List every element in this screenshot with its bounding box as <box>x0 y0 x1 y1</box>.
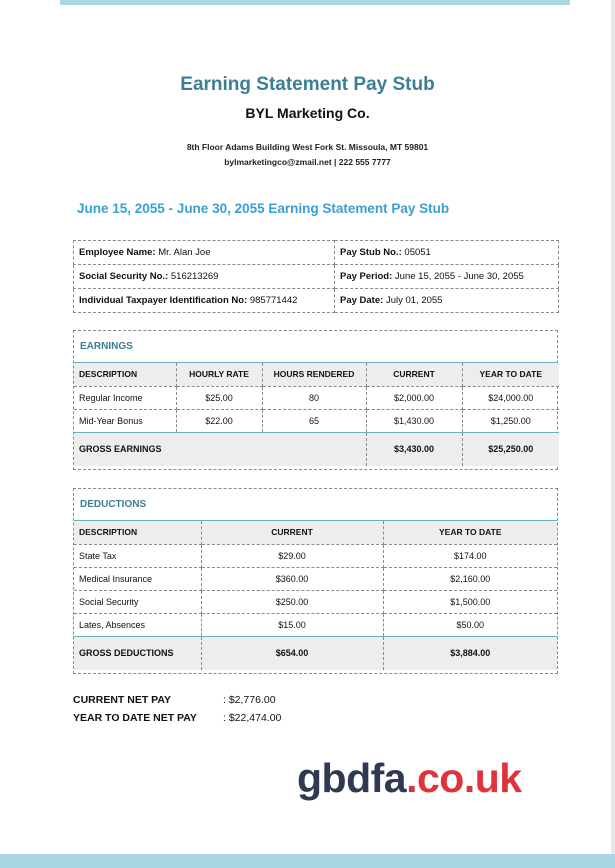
table-cell: $2,160.00 <box>383 567 557 590</box>
pay-period-value: June 15, 2055 - June 30, 2055 <box>394 271 524 282</box>
page-edge <box>611 0 615 868</box>
gross-earnings-ytd: $25,250.00 <box>462 432 559 466</box>
column-header: CURRENT <box>366 363 462 386</box>
earnings-section <box>73 330 558 470</box>
table-cell: $250.00 <box>201 590 383 613</box>
pay-period-cell <box>335 265 559 289</box>
table-cell: $1,430.00 <box>366 409 462 432</box>
table-cell: Lates, Absences <box>74 613 201 636</box>
top-accent-bar <box>60 0 570 5</box>
company-name: BYL Marketing Co. <box>245 105 370 121</box>
table-cell: Social Security <box>74 590 201 613</box>
column-header: DESCRIPTION <box>74 521 201 544</box>
ssn-label: Social Security No.: <box>79 271 169 282</box>
table-cell: $360.00 <box>201 567 383 590</box>
current-net-pay <box>73 694 276 706</box>
table-cell: $50.00 <box>383 613 557 636</box>
table-cell: State Tax <box>74 544 201 567</box>
employee-name-label: Employee Name: <box>79 247 156 258</box>
ytd-net-pay-value: : $22,474.00 <box>223 712 282 724</box>
pay-date-value: July 01, 2055 <box>385 295 443 306</box>
column-header: HOURS RENDERED <box>262 363 366 386</box>
pay-date-cell <box>335 289 559 313</box>
itin-value: 985771442 <box>249 295 298 306</box>
table-cell: $1,500.00 <box>383 590 557 613</box>
table-row <box>74 544 557 567</box>
deductions-section <box>73 488 558 674</box>
info-row <box>74 241 559 265</box>
watermark-part1: gbdfa <box>297 755 407 801</box>
employee-info-table <box>73 240 559 313</box>
ssn-value: 516213269 <box>170 271 219 282</box>
earnings-header-row <box>74 363 559 386</box>
table-row <box>74 613 557 636</box>
period-heading: June 15, 2055 - June 30, 2055 Earning Statement Pay Stub <box>77 201 450 216</box>
current-net-pay-label: CURRENT NET PAY <box>73 694 172 706</box>
pay-stub-no-cell <box>335 241 559 265</box>
table-row <box>74 590 557 613</box>
employee-name-value: Mr. Alan Joe <box>158 247 211 258</box>
current-net-pay-value: : $2,776.00 <box>223 694 276 706</box>
deductions-header-row <box>74 521 557 544</box>
bottom-accent-bar <box>0 854 615 868</box>
column-header: YEAR TO DATE <box>462 363 559 386</box>
deductions-table <box>74 521 557 670</box>
itin-label: Individual Taxpayer Identification No: <box>79 295 248 306</box>
pay-date-label: Pay Date: <box>340 295 384 306</box>
column-header: HOURLY RATE <box>176 363 262 386</box>
earnings-table <box>74 363 559 466</box>
gross-deductions-label: GROSS DEDUCTIONS <box>74 636 201 670</box>
itin-cell <box>74 289 335 313</box>
gross-earnings-row <box>74 432 559 466</box>
table-row <box>74 567 557 590</box>
employee-name-cell <box>74 241 335 265</box>
table-cell: $24,000.00 <box>462 386 559 409</box>
pay-stub-no-value: 05051 <box>404 247 431 258</box>
table-cell: 65 <box>262 409 366 432</box>
table-cell: $29.00 <box>201 544 383 567</box>
earnings-title: EARNINGS <box>74 331 557 363</box>
table-cell: $2,000.00 <box>366 386 462 409</box>
company-address: 8th Floor Adams Building West Fork St. Missoula, MT 59801 <box>186 142 429 152</box>
gross-deductions-ytd: $3,884.00 <box>383 636 557 670</box>
table-cell: 80 <box>262 386 366 409</box>
pay-period-label: Pay Period: <box>340 271 393 282</box>
table-cell: $22.00 <box>176 409 262 432</box>
company-contact: bylmarketingco@zmail.net | 222 555 7777 <box>224 157 391 167</box>
table-row <box>74 409 559 432</box>
gross-deductions-row <box>74 636 557 670</box>
column-header: YEAR TO DATE <box>383 521 557 544</box>
watermark-logo <box>297 755 522 802</box>
column-header: CURRENT <box>201 521 383 544</box>
table-cell: $174.00 <box>383 544 557 567</box>
table-cell: $1,250.00 <box>462 409 559 432</box>
info-row <box>74 289 559 313</box>
table-cell: Mid-Year Bonus <box>74 409 176 432</box>
table-cell: Medical Insurance <box>74 567 201 590</box>
gross-earnings-label: GROSS EARNINGS <box>74 432 366 466</box>
gross-earnings-current: $3,430.00 <box>366 432 462 466</box>
table-cell: Regular Income <box>74 386 176 409</box>
column-header: DESCRIPTION <box>74 363 176 386</box>
document-title: Earning Statement Pay Stub <box>180 74 435 95</box>
table-cell: $15.00 <box>201 613 383 636</box>
watermark-part2: .co.uk <box>406 755 522 801</box>
gross-deductions-current: $654.00 <box>201 636 383 670</box>
pay-stub-no-label: Pay Stub No.: <box>340 247 402 258</box>
deductions-title: DEDUCTIONS <box>74 489 557 521</box>
table-cell: $25.00 <box>176 386 262 409</box>
ytd-net-pay-label: YEAR TO DATE NET PAY <box>73 712 197 724</box>
ssn-cell <box>74 265 335 289</box>
info-row <box>74 265 559 289</box>
table-row <box>74 386 559 409</box>
ytd-net-pay <box>73 712 281 724</box>
